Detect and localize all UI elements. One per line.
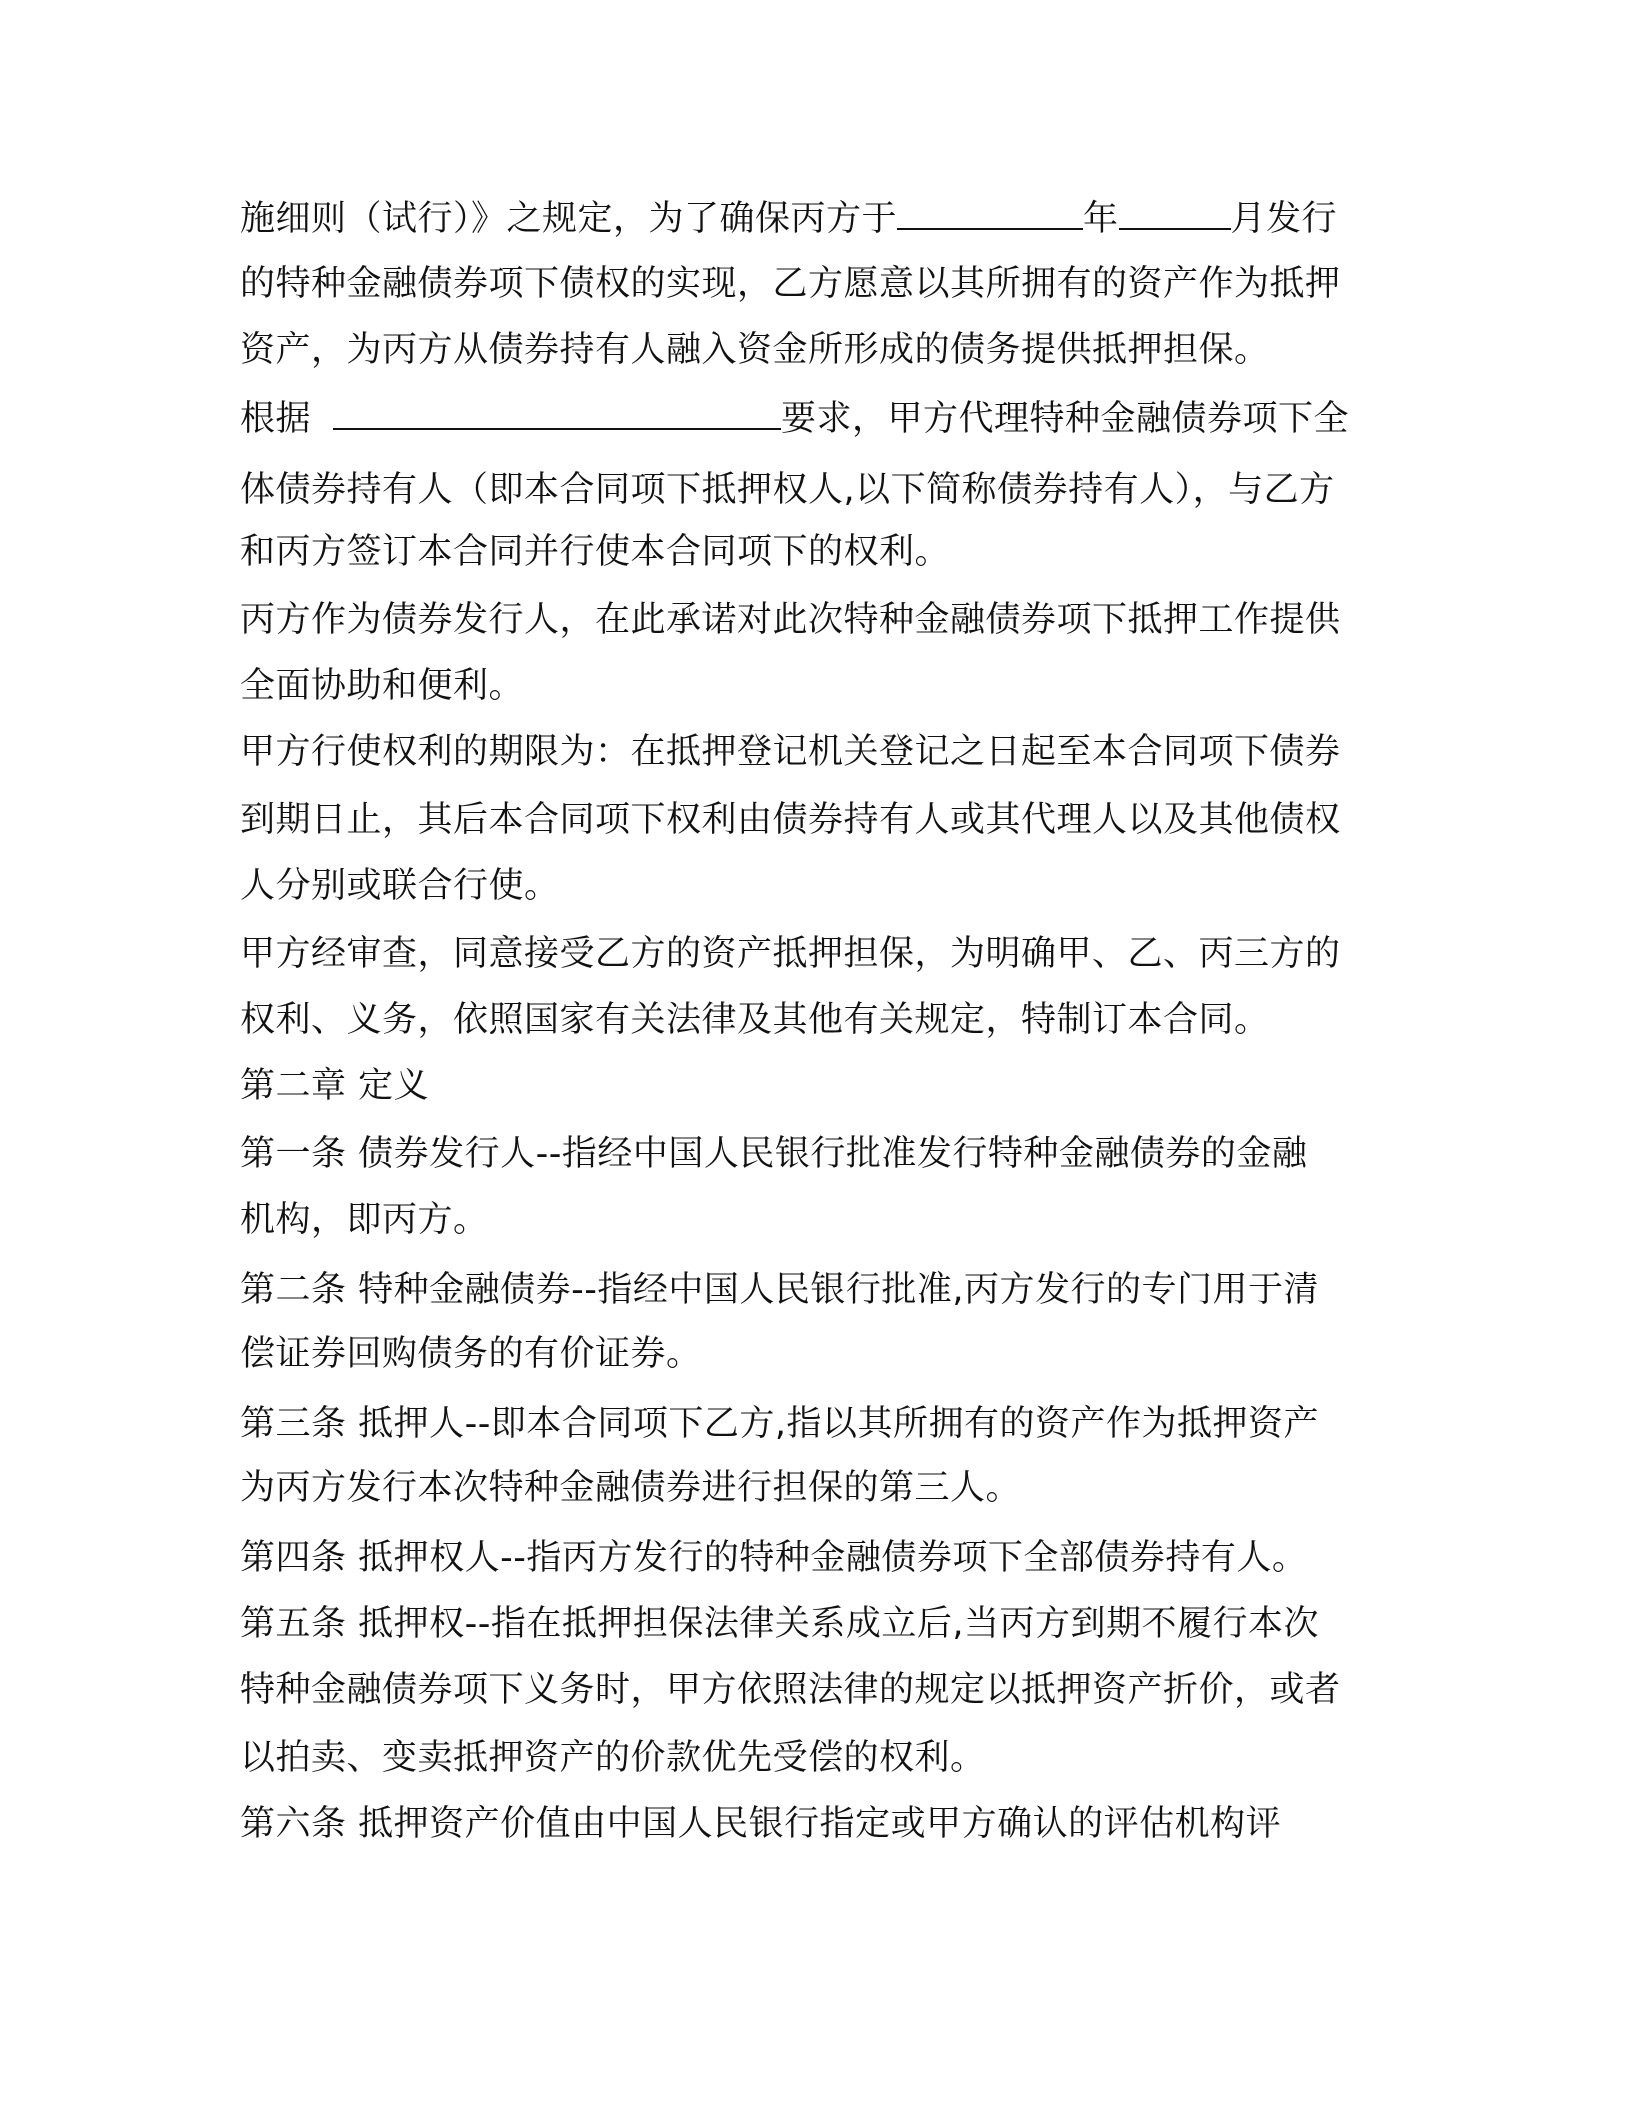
para2-text-b: 要求，甲方代理特种金融债券项下全 bbox=[781, 399, 1350, 439]
article-3-line2: 为丙方发行本次特种金融债券进行担保的第三人。 bbox=[240, 1468, 1022, 1508]
para2-text-a: 根据 bbox=[240, 399, 312, 439]
article-4-line1: 第四条 抵押权人--指丙方发行的特种金融债券项下全部债券持有人。 bbox=[240, 1538, 1308, 1578]
article-2-line2: 偿证券回购债务的有价证券。 bbox=[240, 1334, 702, 1374]
para1-line3: 资产，为丙方从债券持有人融入资金所形成的债务提供抵押担保。 bbox=[240, 330, 1270, 370]
para4-line1: 甲方行使权利的期限为：在抵押登记机关登记之日起至本合同项下债券 bbox=[240, 732, 1341, 772]
month-blank-field[interactable] bbox=[1119, 194, 1231, 230]
month-label: 月发行 bbox=[1230, 199, 1338, 239]
basis-blank-field[interactable] bbox=[333, 394, 781, 430]
article-2-line1: 第二条 特种金融债券--指经中国人民银行批准,丙方发行的专门用于清 bbox=[240, 1270, 1320, 1310]
article-1-line1: 第一条 债券发行人--指经中国人民银行批准发行特种金融债券的金融 bbox=[240, 1134, 1308, 1174]
article-6-line1: 第六条 抵押资产价值由中国人民银行指定或甲方确认的评估机构评 bbox=[240, 1804, 1282, 1844]
para3-line2: 全面协助和便利。 bbox=[240, 666, 525, 706]
article-5-line2: 特种金融债券项下义务时，甲方依照法律的规定以抵押资产折价，或者 bbox=[240, 1670, 1341, 1710]
chapter-2-heading: 第二章 定义 bbox=[240, 1066, 430, 1106]
article-5-line1: 第五条 抵押权--指在抵押担保法律关系成立后,当丙方到期不履行本次 bbox=[240, 1604, 1320, 1644]
para2-line1 bbox=[240, 394, 1349, 443]
para3-line1: 丙方作为债券发行人，在此承诺对此次特种金融债券项下抵押工作提供 bbox=[240, 600, 1341, 640]
para5-line1: 甲方经审查，同意接受乙方的资产抵押担保，为明确甲、乙、丙三方的 bbox=[240, 934, 1341, 974]
para5-line2: 权利、义务，依照国家有关法律及其他有关规定，特制订本合同。 bbox=[240, 1000, 1270, 1040]
para1-line2: 的特种金融债券项下债权的实现，乙方愿意以其所拥有的资产作为抵押 bbox=[240, 264, 1341, 304]
para4-line3: 人分别或联合行使。 bbox=[240, 866, 560, 906]
year-blank-field[interactable] bbox=[897, 194, 1083, 230]
para1-line1 bbox=[240, 194, 1337, 243]
para2-line3: 和丙方签订本合同并行使本合同项下的权利。 bbox=[240, 532, 951, 572]
article-5-line3: 以拍卖、变卖抵押资产的价款优先受偿的权利。 bbox=[240, 1738, 986, 1778]
para2-line2: 体债券持有人（即本合同项下抵押权人,以下简称债券持有人），与乙方 bbox=[240, 470, 1335, 510]
year-label: 年 bbox=[1083, 199, 1119, 239]
article-1-line2: 机构，即丙方。 bbox=[240, 1200, 489, 1240]
para1-text-a: 施细则（试行）》之规定，为了确保丙方于 bbox=[240, 199, 898, 239]
article-3-line1: 第三条 抵押人--即本合同项下乙方,指以其所拥有的资产作为抵押资产 bbox=[240, 1404, 1320, 1444]
para4-line2: 到期日止，其后本合同项下权利由债券持有人或其代理人以及其他债权 bbox=[240, 800, 1341, 840]
